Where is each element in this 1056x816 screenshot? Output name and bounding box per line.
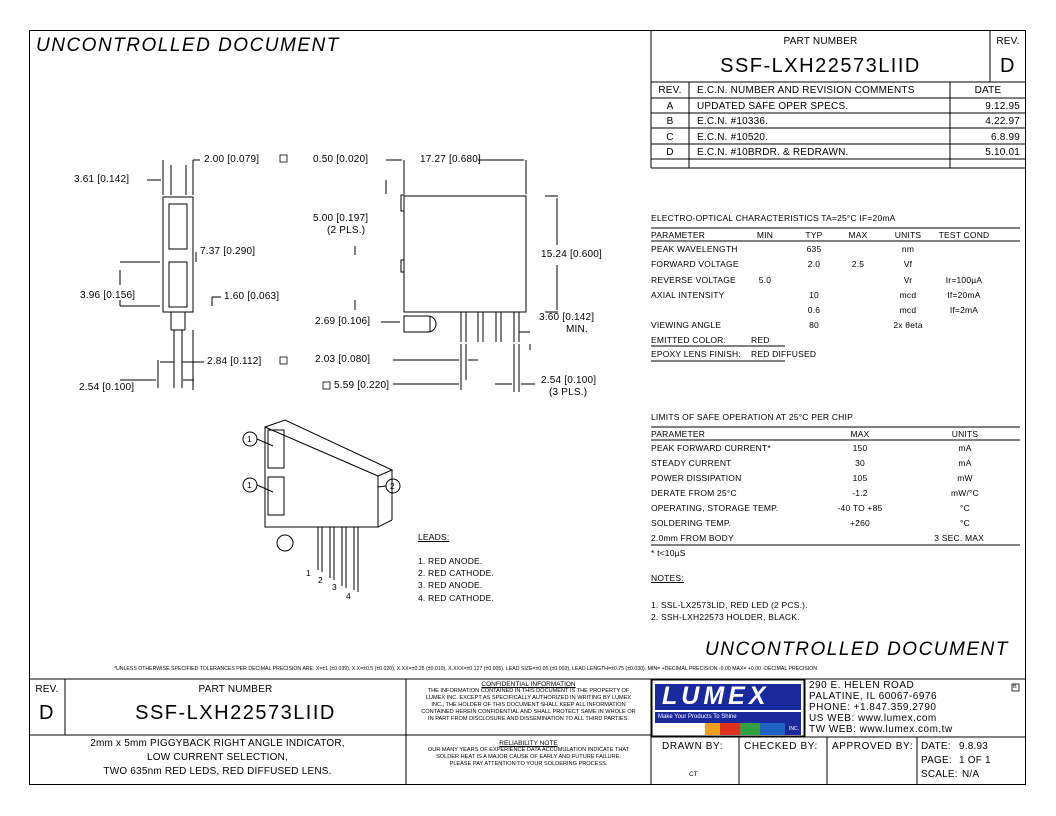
emitted-color-value: RED <box>751 335 770 345</box>
dim-note: MIN. <box>566 324 588 335</box>
tolerance-note: *UNLESS OTHERWISE SPECIFIED TOLERANCES PER DECIMAL PRECISION ARE: X=±1 (±0.039), X.X=±0.5 (±0.020), X.XX=±0.25 (±0.010), X.XXX=±0.127 (±0.005). LEAD SIZE=±0.05 (±0.002), LEAD LENGTH=±0.75 (±0.030). MIN= +DECIMAL PRECISION -0.00 MAX= +0.00 -DECIMAL PRECISION <box>114 666 818 672</box>
confidential-title: CONFIDENTIAL INFORMATION <box>481 681 576 688</box>
safe-op-footnote: * t<10µS <box>651 548 686 558</box>
safe-op-param: POWER DISSIPATION <box>651 473 742 483</box>
reliability-line: OUR MANY YEARS OF EXPERIENCE DATA ACCUMULATION INDICATE THAT <box>427 747 630 753</box>
eo-header: PARAMETER <box>651 230 706 240</box>
dim-label: 5.59 [0.220] <box>334 380 390 391</box>
note-item: 2. SSH-LXH22573 HOLDER, BLACK. <box>651 612 800 622</box>
dim-label: 3.96 [0.156] <box>80 290 136 301</box>
eo-typ: 10 <box>809 290 819 300</box>
eo-min: 5.0 <box>758 275 772 285</box>
safe-op-param: SOLDERING TEMP. <box>651 518 732 528</box>
rev-row-letter: B <box>666 116 674 127</box>
dim-label: 3.61 [0.142] <box>74 174 130 185</box>
checked-by-label: CHECKED BY: <box>744 741 818 752</box>
lumex-tagline: Make Your Products To Shine <box>658 714 737 720</box>
eo-header: MIN <box>756 230 774 240</box>
safe-op-max: -1.2 <box>852 488 868 498</box>
safe-op-param: DERATE FROM 25°C <box>651 488 737 498</box>
drawn-by-value: CT <box>689 771 698 778</box>
safe-op-param: OPERATING, STORAGE TEMP. <box>651 503 779 513</box>
dim-label: 3.60 [0.142] <box>539 312 595 323</box>
eo-typ: 80 <box>809 320 819 330</box>
dim-label: 7.37 [0.290] <box>200 246 256 257</box>
reliability-line: SOLDER HEAT IS A MAJOR CAUSE OF EARLY AND FUTURE FAILURE. <box>436 754 621 760</box>
scale-value: N/A <box>962 769 980 780</box>
notes-title: NOTES: <box>651 573 684 583</box>
eo-units: Vf <box>903 259 913 269</box>
lead-item: 4. RED CATHODE. <box>418 593 495 603</box>
safe-op-max: 150 <box>852 443 868 453</box>
eo-param: PEAK WAVELENGTH <box>651 244 738 254</box>
eo-header: UNITS <box>894 230 922 240</box>
date-label: DATE: <box>921 741 951 752</box>
address-line: PALATINE, IL 60067-6976 <box>809 691 938 702</box>
rev-row-comment: E.C.N. #10336. <box>697 116 769 127</box>
scale-label: SCALE: <box>921 769 958 780</box>
safe-op-header: PARAMETER <box>651 429 706 439</box>
dim-label: 17.27 [0.680] <box>420 154 481 165</box>
safe-op-header: UNITS <box>951 429 979 439</box>
callout-2: 2 <box>390 481 395 491</box>
bottom-part-number-label: PART NUMBER <box>198 684 273 695</box>
lumex-inc: INC. <box>789 726 799 732</box>
dim-label: 2.84 [0.112] <box>207 356 262 367</box>
dim-label: 2.03 [0.080] <box>315 354 371 365</box>
date-value: 9.8.93 <box>959 741 989 752</box>
bottom-rev-label: REV. <box>35 684 59 695</box>
safe-op-title: LIMITS OF SAFE OPERATION AT 25°C PER CHIP <box>651 412 853 422</box>
safe-op-header: MAX <box>850 429 870 439</box>
dim-label: 2.69 [0.106] <box>315 316 371 327</box>
page-value: 1 OF 1 <box>959 755 991 766</box>
eo-typ: 635 <box>806 244 822 254</box>
eo-units: nm <box>901 244 915 254</box>
date-col-header: DATE <box>974 85 1002 96</box>
description-line: TWO 635nm RED LEDS, RED DIFFUSED LENS. <box>103 766 332 777</box>
safe-op-units: °C <box>960 503 970 513</box>
rev-col-header: REV. <box>658 85 682 96</box>
rev-row-date: 6.8.99 <box>990 132 1020 143</box>
pin-label: 4 <box>346 591 351 601</box>
dim-label: 5.00 [0.197] <box>313 213 369 224</box>
dim-label: 2.54 [0.100] <box>541 375 597 386</box>
safe-op-units: mA <box>958 458 972 468</box>
rev-row-date: 9.12.95 <box>985 101 1020 112</box>
bottom-rev-value: D <box>39 702 55 724</box>
epoxy-value: RED DIFFUSED <box>751 349 817 359</box>
dim-label: 0.50 [0.020] <box>313 154 369 165</box>
watermark-top: UNCONTROLLED DOCUMENT <box>36 35 340 56</box>
eo-header: MAX <box>848 230 868 240</box>
rev-label: REV. <box>996 36 1020 47</box>
eo-test: Ir=100µA <box>945 275 983 285</box>
eo-units: mcd <box>899 290 917 300</box>
lead-item: 3. RED ANODE. <box>418 580 483 590</box>
address-line: TW WEB: www.lumex.com.tw <box>809 724 953 735</box>
lead-item: 2. RED CATHODE. <box>418 568 495 578</box>
callout-1: 1 <box>247 434 252 444</box>
confidential-line: IN PART FROM DISCLOSURE AND DISSEMINATION TO ALL THIRD PARTIES. <box>428 716 629 722</box>
eo-max: 2.5 <box>851 259 865 269</box>
eo-units: mcd <box>899 305 917 315</box>
safe-op-units: 3 SEC. MAX <box>934 533 984 543</box>
sheet-mark: B <box>1013 684 1017 690</box>
page-label: PAGE: <box>921 755 952 766</box>
safe-op-units: mW <box>957 473 973 483</box>
safe-op-units: mW/°C <box>950 488 979 498</box>
safe-op-max: 30 <box>855 458 865 468</box>
bottom-part-number: SSF-LXH22573LIID <box>135 702 336 724</box>
eo-test: If=20mA <box>947 290 981 300</box>
rev-row-date: 4.22.97 <box>985 116 1020 127</box>
leads-title: LEADS: <box>418 532 450 542</box>
rev-row-letter: C <box>666 132 674 143</box>
isometric-view <box>243 420 400 592</box>
drawn-by-label: DRAWN BY: <box>662 741 724 752</box>
part-number-label: PART NUMBER <box>783 36 858 47</box>
safe-op-units: mA <box>958 443 972 453</box>
part-number: SSF-LXH22573LIID <box>720 55 921 77</box>
safe-op-max: -40 TO +85 <box>837 503 883 513</box>
side-view <box>120 160 221 390</box>
dim-label: 2.54 [0.100] <box>79 382 135 393</box>
safe-op-param: 2.0mm FROM BODY <box>651 533 734 543</box>
eo-header: TEST COND <box>938 230 990 240</box>
pin-label: 1 <box>306 568 311 578</box>
safe-op-max: +260 <box>850 518 870 528</box>
rev-row-comment: UPDATED SAFE OPER SPECS. <box>697 101 849 112</box>
note-item: 1. SSL-LX2573LID, RED LED (2 PCS.). <box>651 600 808 610</box>
description-line: LOW CURRENT SELECTION, <box>147 752 288 763</box>
dim-label: 15.24 [0.600] <box>541 249 602 260</box>
eo-title: ELECTRO-OPTICAL CHARACTERISTICS TA=25°C IF=20mA <box>651 213 896 223</box>
confidential-line: INC., THE HOLDER OF THIS DOCUMENT SHALL KEEP ALL INFORMATION <box>431 702 626 708</box>
dim-label: 2.00 [0.079] <box>204 154 260 165</box>
eo-typ: 0.6 <box>807 305 821 315</box>
reliability-line: PLEASE PAY ATTENTION TO YOUR SOLDERING PROCESS. <box>449 761 608 767</box>
eo-test: If=2mA <box>949 305 979 315</box>
address-line: PHONE: +1.847.359.2790 <box>809 702 937 713</box>
eo-param: VIEWING ANGLE <box>651 320 722 330</box>
eo-param: FORWARD VOLTAGE <box>651 259 739 269</box>
safe-op-param: STEADY CURRENT <box>651 458 732 468</box>
ecn-col-header: E.C.N. NUMBER AND REVISION COMMENTS <box>697 85 915 96</box>
description-line: 2mm x 5mm PIGGYBACK RIGHT ANGLE INDICATOR, <box>90 738 345 749</box>
rev-row-comment: E.C.N. #10BRDR. & REDRAWN. <box>697 147 849 158</box>
rev-row-date: 5.10.01 <box>985 147 1020 158</box>
rev-row-letter: A <box>666 101 674 112</box>
epoxy-label: EPOXY LENS FINISH: <box>651 349 741 359</box>
dim-note: (2 PLS.) <box>327 225 366 236</box>
dim-label: 1.60 [0.063] <box>224 291 280 302</box>
rev-row-letter: D <box>666 147 674 158</box>
front-view <box>355 160 558 392</box>
eo-units: 2x θeta <box>893 320 923 330</box>
eo-typ: 2.0 <box>807 259 821 269</box>
eo-header: TYP <box>805 230 823 240</box>
lumex-logo-text: LUMEX <box>662 682 770 710</box>
confidential-line: THE INFORMATION CONTAINED IN THIS DOCUMENT IS THE PROPERTY OF <box>427 688 630 694</box>
rev-value: D <box>1000 55 1016 77</box>
eo-param: REVERSE VOLTAGE <box>651 275 736 285</box>
confidential-line: CONTAINED HEREIN CONFIDENTIAL AND SHALL PROTECT SAME IN WHOLE OR <box>421 709 636 715</box>
safe-op-max: 105 <box>852 473 868 483</box>
emitted-color-label: EMITTED COLOR: <box>651 335 727 345</box>
safe-op-param: PEAK FORWARD CURRENT* <box>651 443 771 453</box>
pin-label: 3 <box>332 582 337 592</box>
approved-by-label: APPROVED BY: <box>832 741 914 752</box>
address-line: 290 E. HELEN ROAD <box>809 680 915 691</box>
dim-note: (3 PLS.) <box>549 387 588 398</box>
pin-label: 2 <box>318 575 323 585</box>
eo-param: AXIAL INTENSITY <box>651 290 725 300</box>
rev-row-comment: E.C.N. #10520. <box>697 132 769 143</box>
eo-units: Vr <box>903 275 913 285</box>
safe-op-units: °C <box>960 518 970 528</box>
reliability-title: RELIABILITY NOTE <box>499 740 558 747</box>
address-line: US WEB: www.lumex.com <box>809 713 937 724</box>
lead-item: 1. RED ANODE. <box>418 556 483 566</box>
watermark-bottom: UNCONTROLLED DOCUMENT <box>705 639 1009 660</box>
callout-1: 1 <box>247 480 252 490</box>
confidential-line: LUMEX INC. EXCEPT AS SPECIFICALLY AUTHORIZED IN WRITING BY LUMEX <box>425 695 632 701</box>
